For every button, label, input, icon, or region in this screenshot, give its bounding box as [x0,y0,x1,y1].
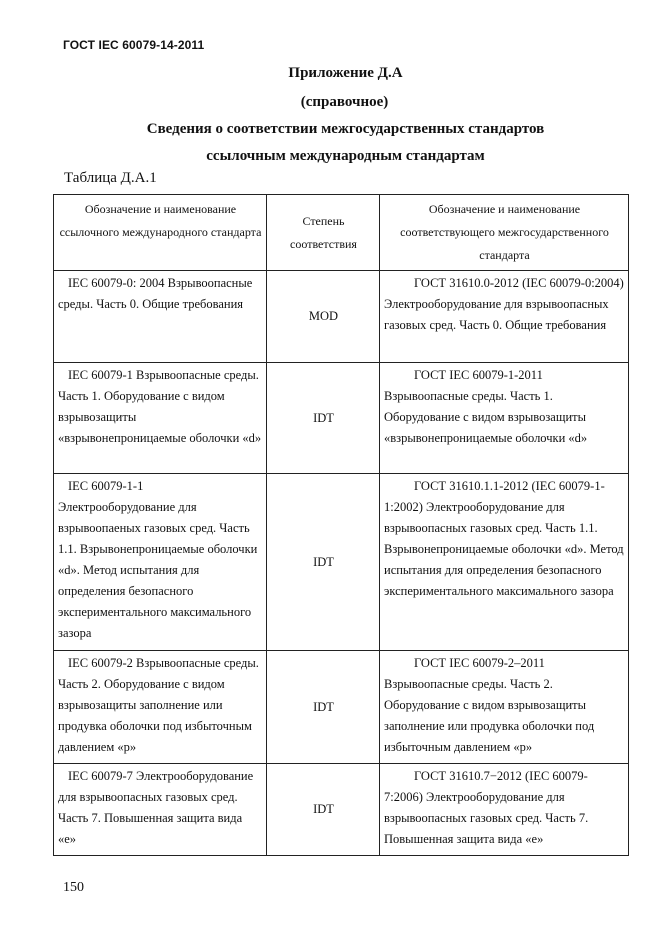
interstate-standard-cell [380,764,629,856]
international-standard-text: IEC 60079-1-1 Электрооборудование для взрывоопаеных газовых сред. Часть 1.1. Взрывонепроницаемые оболочки «d». Метод испытания для определения безопасного экспериментального максимального зазора [58,479,258,640]
degree-cell: MOD [267,271,380,363]
table-caption: Таблица Д.А.1 [64,170,157,186]
international-standard-cell [54,651,267,764]
page-number: 150 [63,880,84,895]
table-header-row [54,195,629,271]
international-standard-cell [54,271,267,363]
international-standard-cell [54,363,267,474]
interstate-standard-cell [380,271,629,363]
degree-cell: IDT [267,363,380,474]
column-header-interstate: Обозначение и наименование соответствующего межгосударственного стандарта [380,195,629,271]
interstate-standard-text: ГОСТ 31610.1.1-2012 (IEC 60079-1-1:2002) Электрооборудование для взрывоопасных газовых сред. Часть 1.1. Взрывонепроницаемые оболочки «d». Метод испытания для определения безопасного экспериментального максимального зазора [384,479,624,598]
column-header-degree: Степень соответствия [267,195,380,271]
appendix-heading-line2: ссылочным международным стандартам [206,148,485,164]
table-row [54,474,629,651]
appendix-heading-line1: Сведения о соответствии межгосударственных стандартов [146,121,545,137]
degree-cell: IDT [267,764,380,856]
international-standard-cell [54,764,267,856]
correspondence-table [53,194,629,856]
column-header-international: Обозначение и наименование ссылочного международного стандарта [54,195,267,271]
interstate-standard-text: ГОСТ IEC 60079-1-2011 Взрывоопасные среды. Часть 1. Оборудование с видом взрывозащиты «взрывонепроницаемые оболочки «d» [384,368,588,445]
appendix-subtitle: (справочное) [300,94,389,110]
document-code: ГОСТ IEC 60079-14-2011 [63,38,205,52]
interstate-standard-cell [380,363,629,474]
interstate-standard-cell [380,474,629,651]
table-row [54,363,629,474]
international-standard-text: IEC 60079-7 Электрооборудование для взрывоопасных газовых сред. Часть 7. Повышенная защита вида «е» [58,769,254,846]
interstate-standard-text: ГОСТ 31610.0-2012 (IEC 60079-0:2004) Электрооборудование для взрывоопасных газовых сред. Часть 0. Общие требования [384,276,624,332]
appendix-title: Приложение Д.А [288,65,403,81]
table-row [54,764,629,856]
interstate-standard-text: ГОСТ 31610.7−2012 (IEC 60079-7:2006) Электрооборудование для взрывоопасных газовых сред. Часть 7. Повышенная защита вида «е» [384,769,589,846]
international-standard-cell [54,474,267,651]
table-row [54,271,629,363]
interstate-standard-cell [380,651,629,764]
international-standard-text: IEC 60079-2 Взрывоопасные среды. Часть 2. Оборудование с видом взрывозащиты заполнение или продувка оболочки под избыточным давлением «р» [58,656,259,754]
degree-cell: IDT [267,651,380,764]
interstate-standard-text: ГОСТ IEC 60079-2–2011 Взрывоопасные среды. Часть 2. Оборудование с видом взрывозащиты заполнение или продувка оболочки под избыточным давлением «р» [384,656,595,754]
degree-cell: IDT [267,474,380,651]
international-standard-text: IEC 60079-1 Взрывоопасные среды. Часть 1. Оборудование с видом взрывозащиты «взрывонепроницаемые оболочки «d» [58,368,262,445]
table-row [54,651,629,764]
international-standard-text: IEC 60079-0: 2004 Взрывоопасные среды. Часть 0. Общие требования [58,276,253,311]
